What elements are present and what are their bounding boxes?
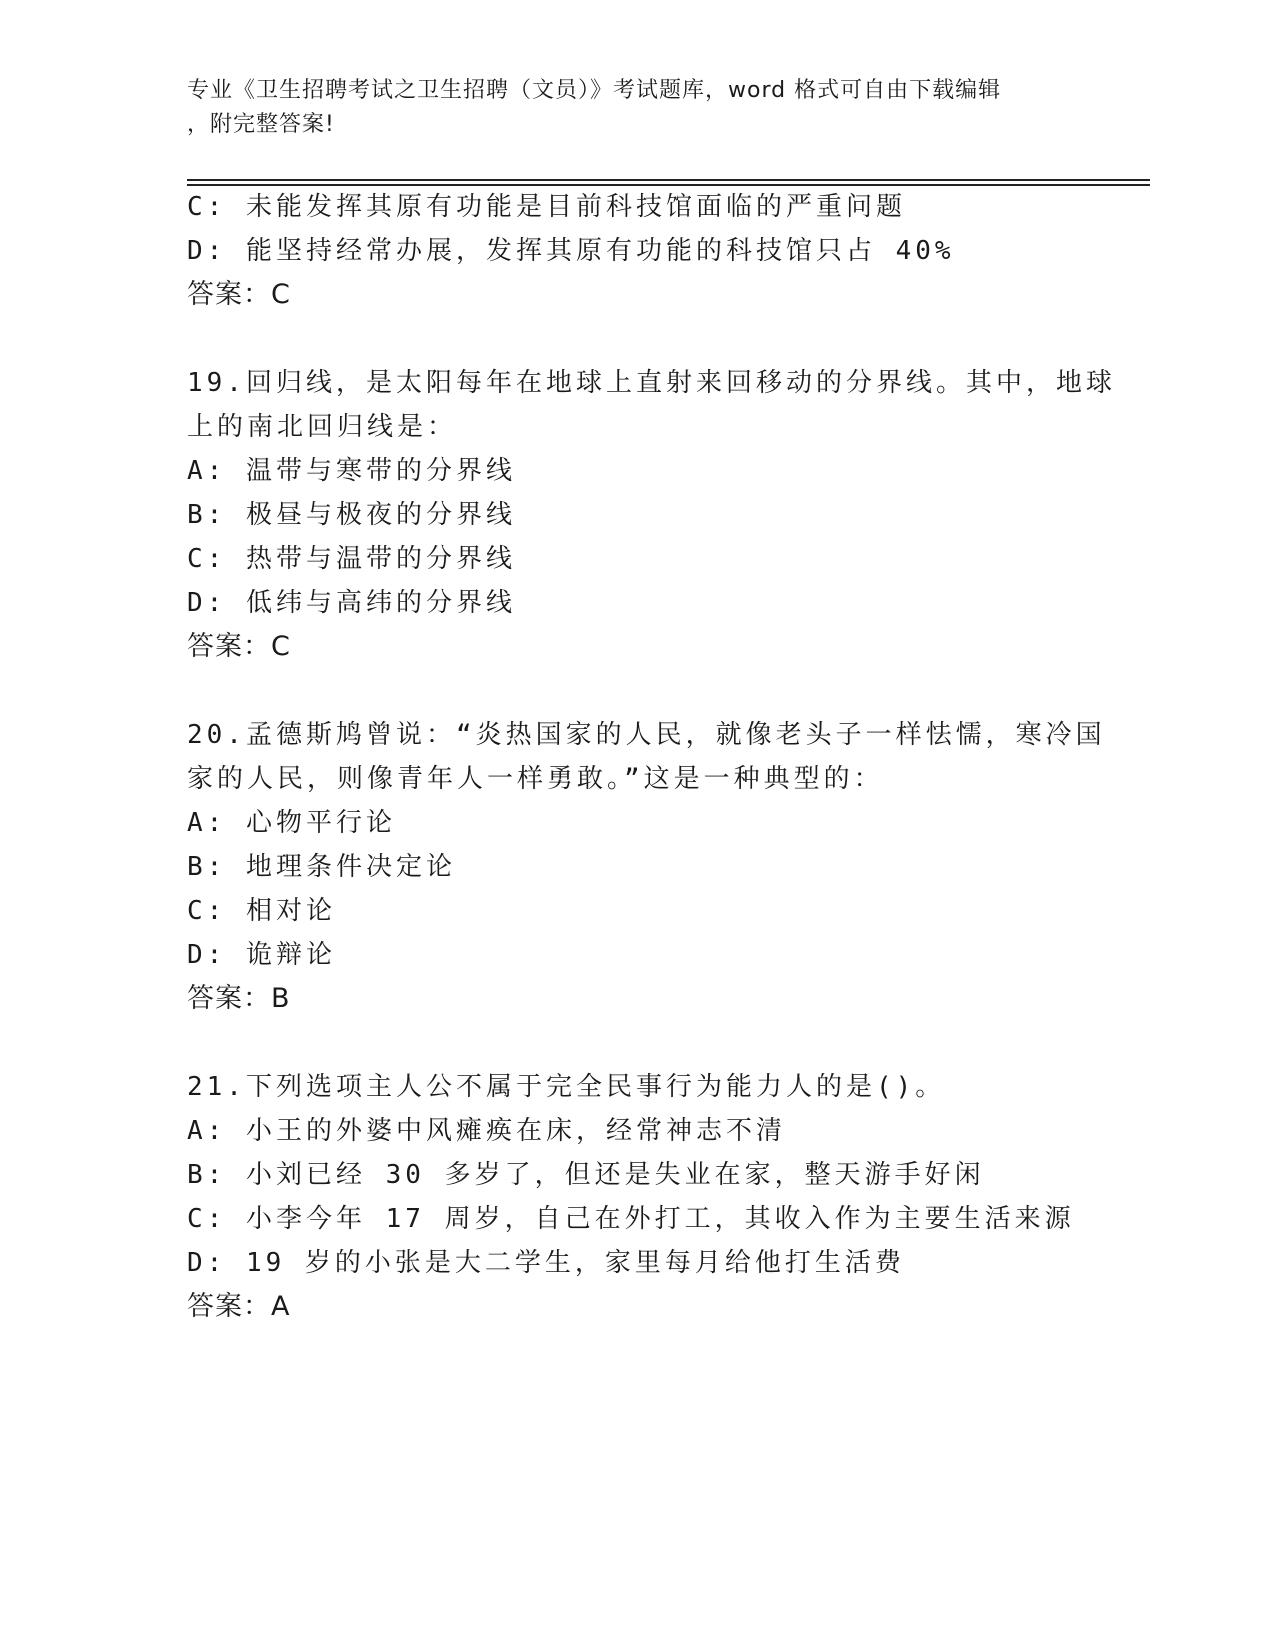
- q19-option-d: D: 低纬与高纬的分界线: [187, 588, 516, 618]
- q19-option-b: B: 极昼与极夜的分界线: [187, 500, 516, 530]
- q19-stem-line-2: 上的南北回归线是：: [187, 412, 458, 442]
- q19-answer: 答案：C: [187, 631, 291, 662]
- q20-stem-line-1: 20.孟德斯鸠曾说：“炎热国家的人民，就像老头子一样怯懦，寒冷国: [187, 720, 1106, 750]
- q21-option-d: D: 19 岁的小张是大二学生，家里每月给他打生活费: [187, 1248, 905, 1278]
- q19-option-a: A: 温带与寒带的分界线: [187, 456, 516, 486]
- q20-option-c: C: 相对论: [187, 896, 336, 926]
- header-divider-bottom: [187, 184, 1150, 186]
- header-line-2: ，附完整答案!: [187, 112, 335, 137]
- q21-answer: 答案：A: [187, 1291, 291, 1322]
- header-divider-top: [187, 179, 1150, 181]
- q21-stem-line-1: 21.下列选项主人公不属于完全民事行为能力人的是()。: [187, 1072, 946, 1102]
- q20-option-d: D: 诡辩论: [187, 940, 336, 970]
- prev-answer: 答案：C: [187, 279, 291, 310]
- header-line-1: 专业《卫生招聘考试之卫生招聘（文员）》考试题库，word 格式可自由下载编辑: [187, 78, 1002, 103]
- q19-option-c: C: 热带与温带的分界线: [187, 544, 516, 574]
- page-header: [187, 74, 1087, 142]
- q21-option-c: C: 小李今年 17 周岁，自己在外打工，其收入作为主要生活来源: [187, 1204, 1075, 1234]
- q20-option-b: B: 地理条件决定论: [187, 852, 456, 882]
- prev-option-d: D: 能坚持经常办展，发挥其原有功能的科技馆只占 40%: [187, 236, 955, 266]
- q21-option-a: A: 小王的外婆中风瘫痪在床，经常神志不清: [187, 1116, 786, 1146]
- q20-answer: 答案：B: [187, 983, 291, 1014]
- prev-option-c: C: 未能发挥其原有功能是目前科技馆面临的严重问题: [187, 192, 906, 222]
- q20-option-a: A: 心物平行论: [187, 808, 396, 838]
- q20-stem-line-2: 家的人民，则像青年人一样勇敢。”这是一种典型的：: [187, 764, 884, 794]
- q21-option-b: B: 小刘已经 30 多岁了，但还是失业在家，整天游手好闲: [187, 1160, 985, 1190]
- q19-stem-line-1: 19.回归线，是太阳每年在地球上直射来回移动的分界线。其中，地球: [187, 368, 1116, 398]
